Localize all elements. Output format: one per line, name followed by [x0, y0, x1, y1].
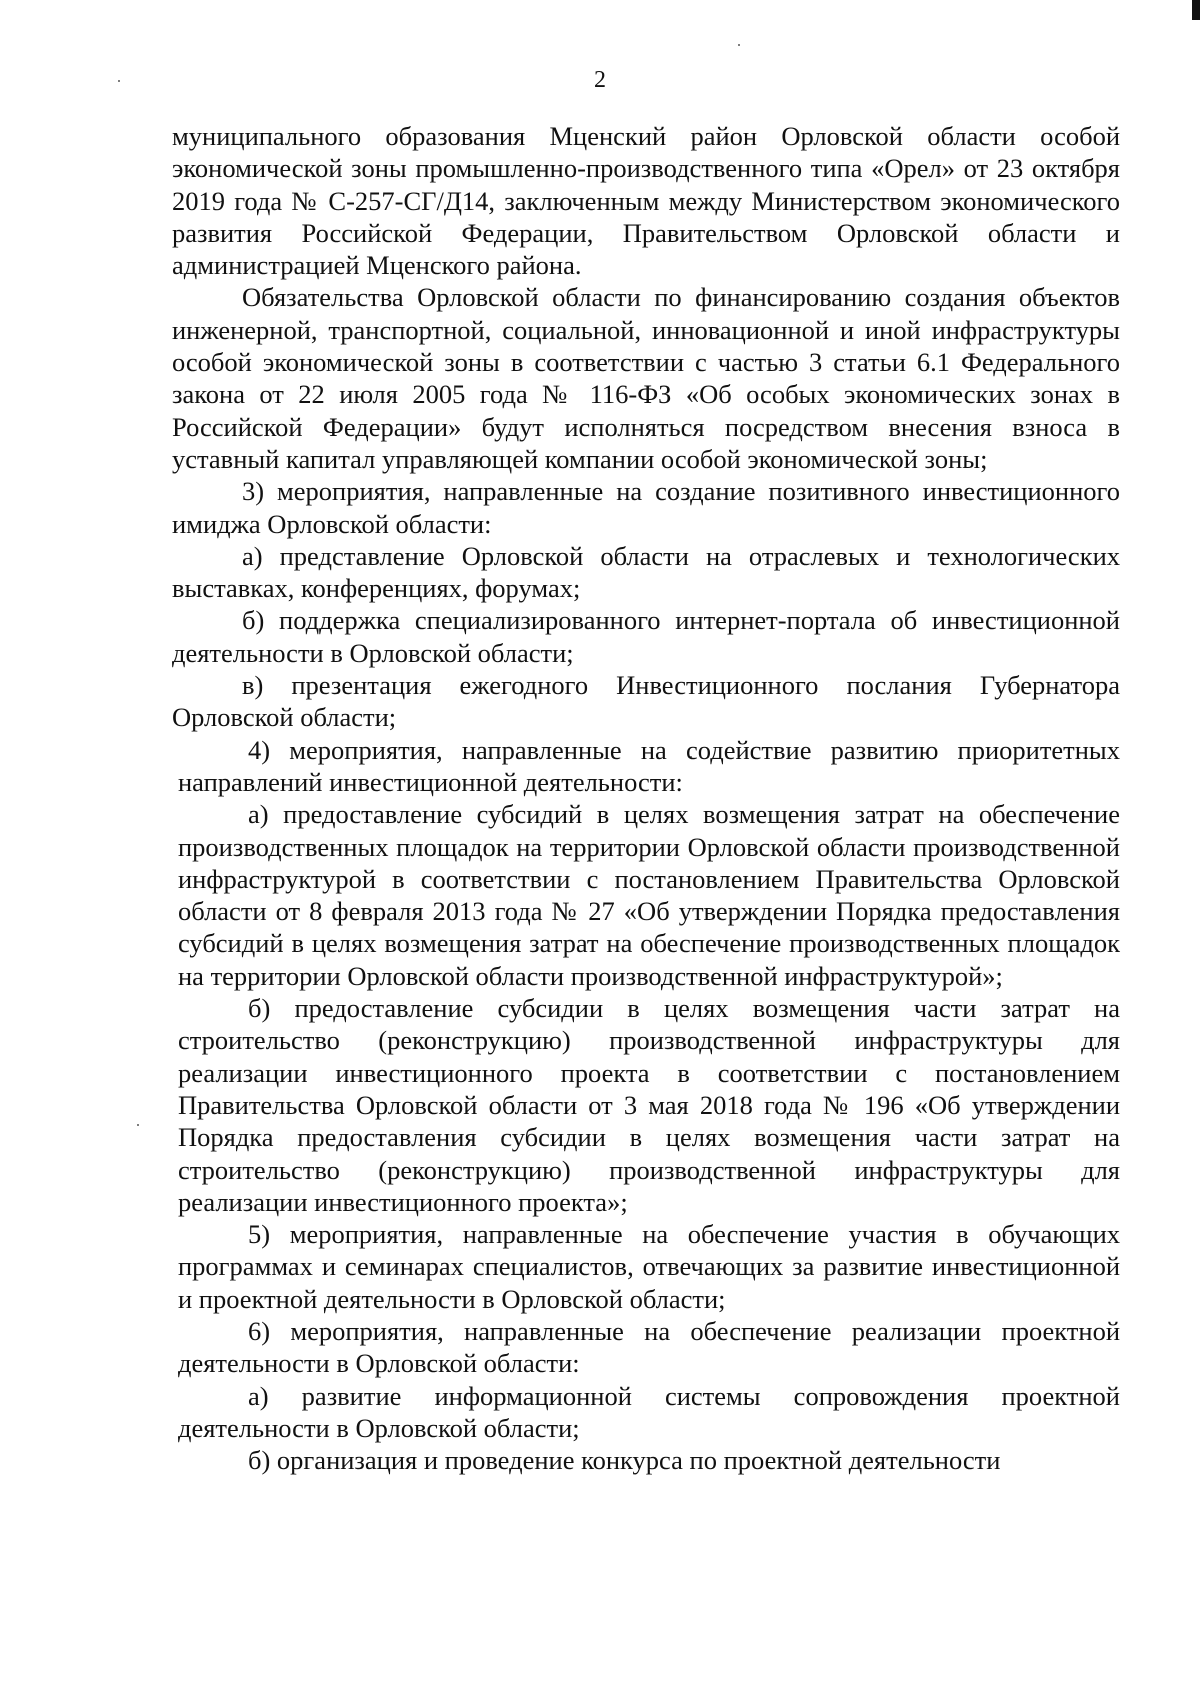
list-item-3c: в) презентация ежегодного Инвестиционного послания Губернатора Орловской области;	[172, 670, 1120, 733]
scan-speck	[738, 44, 740, 46]
list-item-4a: а) предоставление субсидий в целях возмещения затрат на обеспечение производственных площадок на территории Орловской области производственной инфраструктурой в соответствии с постановлением Правительства Орловской области от 8 февраля 2013 года № 27 «Об утверждении Порядка предоставления субсидий в целях возмещения затрат на обеспечение производственных площадок на территории Орловской области производственной инфраструктурой»;	[178, 799, 1120, 991]
paragraph-obligations: Обязательства Орловской области по финансированию создания объектов инженерной, транспортной, социальной, инновационной и иной инфраструктуры особой экономической зоны в соответствии с частью 3 статьи 6.1 Федерального закона от 22 июля 2005 года № 116-ФЗ «Об особых экономических зонах в Российской Федерации» будут исполняться посредством внесения взноса в уставный капитал управляющей компании особой экономической зоны;	[172, 282, 1120, 474]
list-item-6: 6) мероприятия, направленные на обеспечение реализации проектной деятельности в Орловской области:	[178, 1315, 1120, 1379]
list-item-4: 4) мероприятия, направленные на содействие развитию приоритетных направлений инвестиционной деятельности:	[178, 734, 1120, 797]
list-item-5: 5) мероприятия, направленные на обеспечение участия в обучающих программах и семинарах специалистов, отвечающих за развитие инвестиционной и проектной деятельности в Орловской области;	[178, 1219, 1120, 1314]
scan-edge-mark	[1192, 0, 1200, 20]
list-item-6a: а) развитие информационной системы сопровождения проектной деятельности в Орловской области;	[178, 1380, 1120, 1443]
list-item-6b: б) организация и проведение конкурса по проектной деятельности	[248, 1445, 1001, 1476]
paragraph-continuation: муниципального образования Мценский район Орловской области особой экономической зоны промышленно-производственного типа «Орел» от 23 октября 2019 года № С-257-СГ/Д14, заключенным между Министерством экономического развития Российской Федерации, Правительством Орловской области и администрацией Мценского района.	[172, 121, 1120, 281]
page-number: 2	[594, 67, 606, 93]
document-body	[172, 120, 1120, 1476]
list-item-3a: а) представление Орловской области на отраслевых и технологических выставках, конференциях, форумах;	[172, 540, 1120, 604]
list-item-3: 3) мероприятия, направленные на создание позитивного инвестиционного имиджа Орловской области:	[172, 476, 1120, 539]
scan-speck	[137, 1124, 139, 1126]
list-item-3b: б) поддержка специализированного интернет-портала об инвестиционной деятельности в Орловской области;	[172, 605, 1120, 668]
list-item-4b: б) предоставление субсидии в целях возмещения части затрат на строительство (реконструкцию) производственной инфраструктуры для реализации инвестиционного проекта в соответствии с постановлением Правительства Орловской области от 3 мая 2018 года № 196 «Об утверждении Порядка предоставления субсидии в целях возмещения части затрат на строительство (реконструкцию) производственной инфраструктуры для реализации инвестиционного проекта»;	[178, 993, 1120, 1217]
